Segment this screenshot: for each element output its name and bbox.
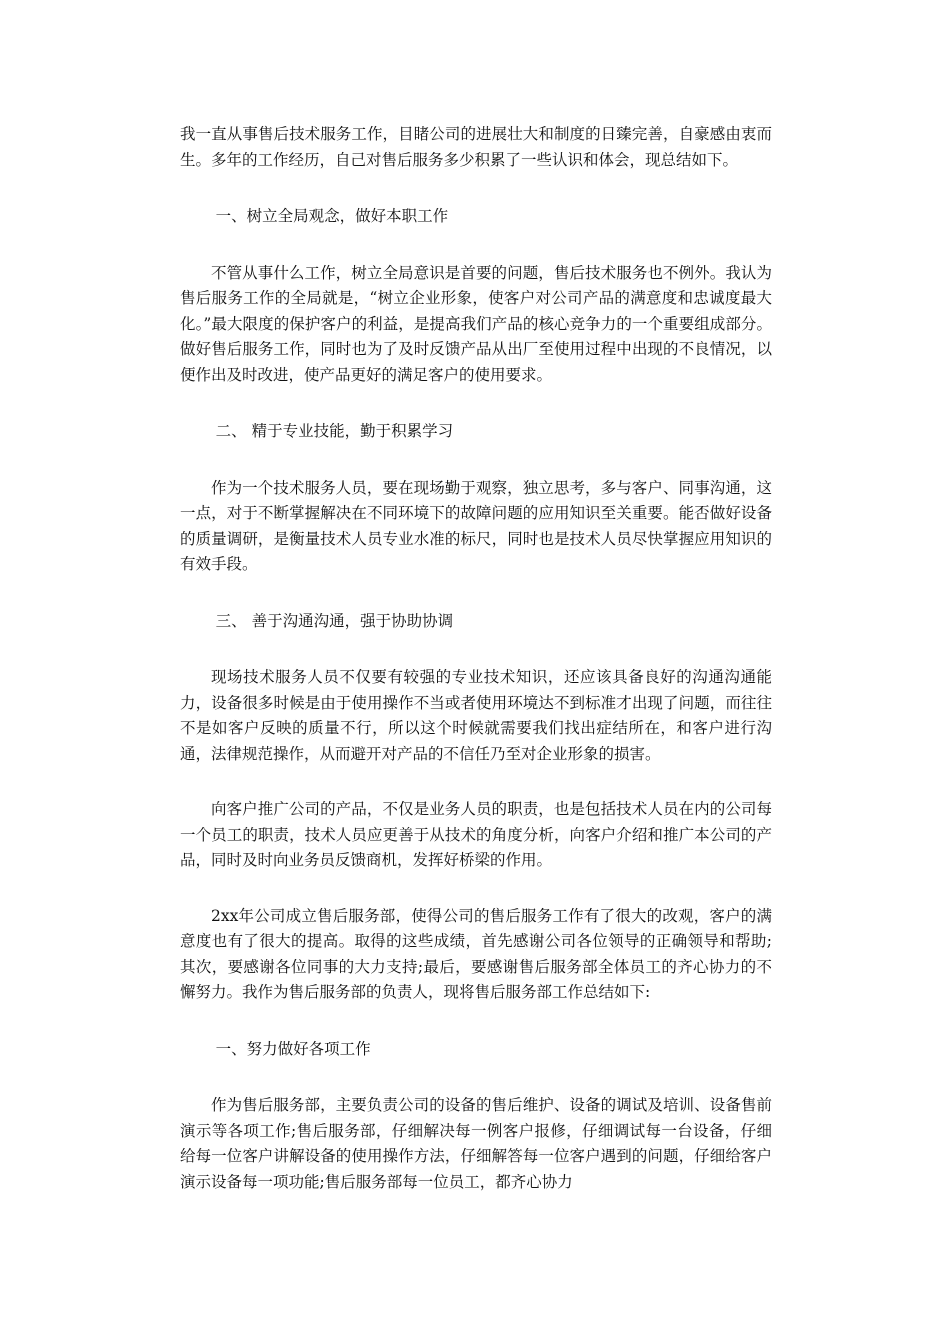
section-heading-1: 一、树立全局观念，做好本职工作 [215,207,449,225]
body-paragraph: 作为一个技术服务人员，要在现场勤于观察，独立思考，多与客户、同事沟通，这一点，对于不断掌握解决在不同环境下的故障问题的应用知识至关重要。能否做好设备的质量调研，是衡量技术人员专业水准的标尺，同时也是技术人员尽快掌握应用知识的有效手段。 [180,478,772,573]
body-paragraph: 向客户推广公司的产品，不仅是业务人员的职责，也是包括技术人员在内的公司每一个员工的职责，技术人员应更善于从技术的角度分析，向客户介绍和推广本公司的产品，同时及时向业务员反馈商机，发挥好桥梁的作用。 [180,800,772,869]
section-heading-2: 二、 精于专业技能，勤于积累学习 [215,422,454,440]
section-heading-4: 一、努力做好各项工作 [215,1039,371,1058]
body-paragraph: 不管从事什么工作，树立全局意识是首要的问题，售后技术服务也不例外。我认为售后服务工作的全局就是，“树立企业形象，使客户对公司产品的满意度和忠诚度最大化。”最大限度的保护客户的利益，是提高我们产品的核心竞争力的一个重要组成部分。做好售后服务工作，同时也为了及时反馈产品从出厂至使用过程中出现的不良情况，以便作出及时改进，使产品更好的满足客户的使用要求。 [180,263,772,384]
body-paragraph: 2xx年公司成立售后服务部，使得公司的售后服务工作有了很大的改观，客户的满意度也有了很大的提高。取得的这些成绩，首先感谢公司各位领导的正确领导和帮助;其次，要感谢各位同事的大力支持;最后，要感谢售后服务部全体员工的齐心协力的不懈努力。我作为售后服务部的负责人，现将售后服务部工作总结如下: [180,906,772,1001]
intro-paragraph: 我一直从事售后技术服务工作，目睹公司的进展壮大和制度的日臻完善，自豪感由衷而生。多年的工作经历，自己对售后服务多少积累了一些认识和体会，现总结如下。 [180,125,772,169]
body-paragraph: 作为售后服务部，主要负责公司的设备的售后维护、设备的调试及培训、设备售前演示等各项工作;售后服务部，仔细解决每一例客户报修，仔细调试每一台设备，仔细给每一位客户讲解设备的使用操作方法，仔细解答每一位客户遇到的问题，仔细给客户演示设备每一项功能;售后服务部每一位员工，都齐心协力 [180,1096,772,1191]
document-page [180,122,772,1195]
body-paragraph: 现场技术服务人员不仅要有较强的专业技术知识，还应该具备良好的沟通沟通能力，设备很多时候是由于使用操作不当或者使用环境达不到标准才出现了问题，而往往不是如客户反映的质量不行，所以这个时候就需要我们找出症结所在，和客户进行沟通，法律规范操作，从而避开对产品的不信任乃至对企业形象的损害。 [180,668,772,763]
section-heading-3: 三、 善于沟通沟通，强于协助协调 [215,611,454,630]
